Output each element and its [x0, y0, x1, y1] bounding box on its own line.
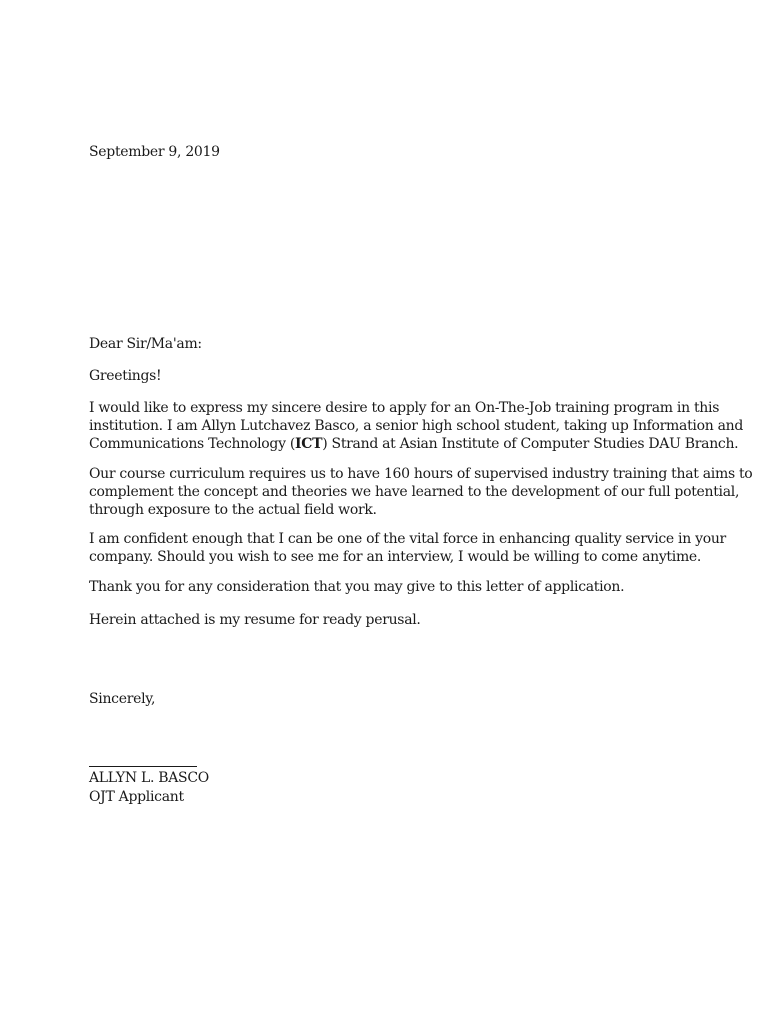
paragraph-attachment: Herein attached is my resume for ready perusal.: [89, 612, 421, 628]
paragraph-curriculum-line-1: Our course curriculum requires us to have 160 hours of supervised industry training that aims to: [89, 466, 753, 482]
salutation: Dear Sir/Ma'am:: [89, 336, 202, 352]
paragraph-intro-line-3: [89, 435, 739, 453]
paragraph-intro: [89, 399, 744, 453]
paragraph-intro-line-3-end: ) Strand at Asian Institute of Computer Studies DAU Branch.: [322, 436, 739, 452]
paragraph-intro-line-1: I would like to express my sincere desire to apply for an On-The-Job training program in this: [89, 400, 720, 416]
paragraph-confidence-line-2: company. Should you wish to see me for an interview, I would be willing to come anytime.: [89, 549, 702, 565]
greeting: Greetings!: [89, 368, 162, 384]
paragraph-intro-line-2: institution. I am Allyn Lutchavez Basco, a senior high school student, taking up Information and: [89, 418, 744, 434]
ict-abbreviation: ICT: [295, 436, 323, 452]
paragraph-curriculum-line-3: through exposure to the actual field work.: [89, 502, 377, 518]
paragraph-confidence: [89, 530, 726, 566]
paragraph-curriculum-line-2: complement the concept and theories we have learned to the development of our full potential,: [89, 484, 740, 500]
letter-date: September 9, 2019: [89, 144, 220, 160]
paragraph-intro-line-3-start: Communications Technology (: [89, 436, 296, 452]
paragraph-curriculum: [89, 465, 753, 519]
paragraph-thanks: Thank you for any consideration that you may give to this letter of application.: [89, 579, 625, 595]
signature-title: OJT Applicant: [89, 789, 184, 805]
signature-line: [89, 766, 197, 767]
closing: Sincerely,: [89, 691, 156, 707]
paragraph-confidence-line-1: I am confident enough that I can be one of the vital force in enhancing quality service in your: [89, 531, 726, 547]
signature-name: ALLYN L. BASCO: [89, 770, 209, 786]
